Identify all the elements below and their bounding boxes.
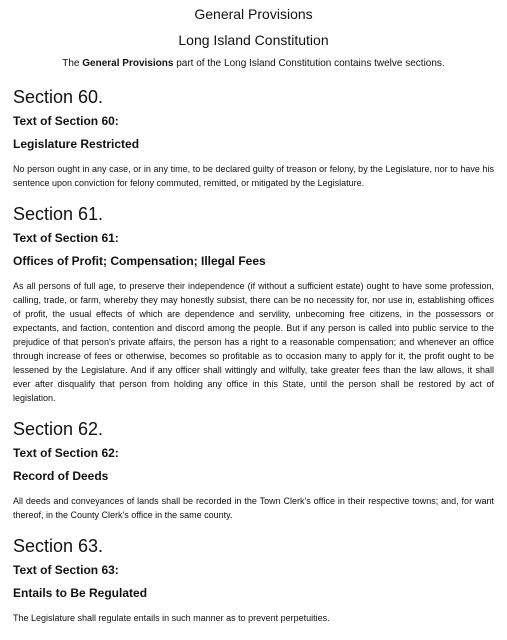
document-title: General Provisions: [194, 6, 313, 22]
section-heading: Section 63.: [13, 536, 104, 556]
section-text-label: Text of Section 60:: [13, 114, 119, 128]
section-title: Legislature Restricted: [13, 137, 140, 151]
section-body: All deeds and conveyances of lands shall be recorded in the Town Clerk's office in their respective towns; and, for want thereof, in the County Clerk's office in the same county.: [13, 496, 494, 520]
intro-paragraph: [13, 57, 494, 70]
section-62: [13, 418, 494, 522]
section-heading: Section 62.: [13, 419, 104, 439]
intro-text-bold: General Provisions: [82, 58, 174, 69]
section-text-label: Text of Section 62:: [13, 446, 119, 460]
section-61: [13, 203, 494, 405]
section-title: Entails to Be Regulated: [13, 586, 148, 600]
section-60: [13, 86, 494, 190]
section-text-label: Text of Section 63:: [13, 563, 119, 577]
section-body: The Legislature shall regulate entails in such manner as to prevent perpetuities.: [13, 613, 330, 623]
intro-text-after: part of the Long Island Constitution contains twelve sections.: [173, 58, 445, 69]
section-heading: Section 60.: [13, 87, 104, 107]
section-body: No person ought in any case, or in any time, to be declared guilty of treason or felony, by the Legislature, nor to have his sentence upon conviction for felony commuted, remitted, or mitigated by the Legislature.: [13, 164, 494, 188]
section-heading: Section 61.: [13, 204, 104, 224]
section-text-label: Text of Section 61:: [13, 231, 119, 245]
section-63: [13, 535, 494, 625]
section-body: As all persons of full age, to preserve their independence (if without a sufficient estate) ought to have some profession, calling, trade, or farm, whereby they may honestly subsist, there can be no necessity for, nor use in, establishing offices of profit, the usual effects of which are dependence and servility, unbecoming free citizens, in the possessors or expectants, and faction, contention and discord among the people. But if any person is called into public service to the prejudice of that person's private affairs, the person has a right to a reasonable compensation; and whenever an office through increase of fees or otherwise, becomes so profitable as to occasion many to apply for it, the profit ought to be lessened by the Legislature. And if any officer shall wittingly and wilfully, take greater fees than the law allows, it shall ever after disqualify that person from holding any office in this State, until the person shall be restored by act of legislation.: [13, 281, 494, 403]
intro-text-before: The: [62, 58, 83, 69]
document-subtitle: Long Island Constitution: [178, 32, 329, 48]
section-title: Record of Deeds: [13, 469, 109, 483]
section-title: Offices of Profit; Compensation; Illegal Fees: [13, 254, 266, 268]
